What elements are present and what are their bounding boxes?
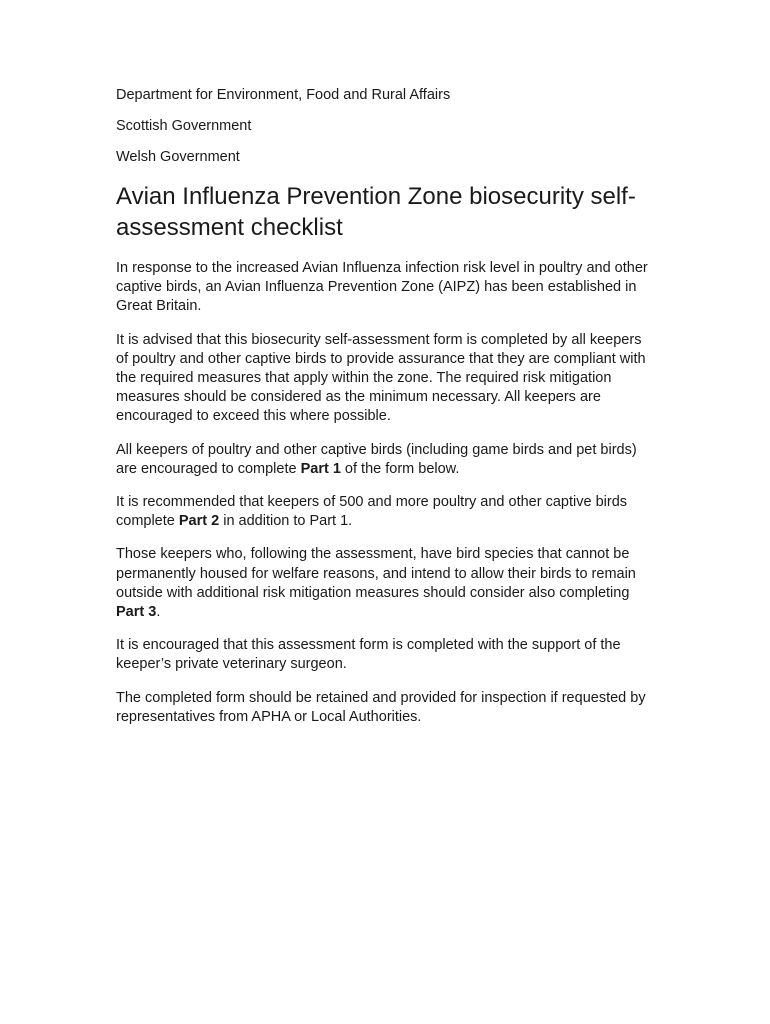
- page-title: Avian Influenza Prevention Zone biosecurity self-assessment checklist: [116, 183, 636, 241]
- paragraph-part1: [116, 441, 656, 479]
- paragraph-part2-tail: in addition to Part 1.: [219, 513, 353, 530]
- paragraph-part2: [116, 493, 656, 531]
- part-1-label: Part 1: [300, 460, 341, 477]
- paragraph-vet-support: It is encouraged that this assessment form is completed with the support of the keeper’s private veterinary surgeon.: [116, 637, 621, 673]
- paragraph-part3: [116, 545, 656, 622]
- paragraph-part2-text: It is recommended that keepers of 500 and more poultry and other captive birds complete: [116, 494, 628, 530]
- part-2-label: Part 2: [178, 513, 220, 530]
- org-defra: Department for Environment, Food and Rural Affairs: [116, 87, 451, 103]
- org-scottish-government: Scottish Government: [116, 118, 252, 134]
- paragraph-retention: The completed form should be retained and provided for inspection if requested by representatives from APHA or Local Authorities.: [116, 689, 646, 725]
- paragraph-part3-tail: .: [156, 604, 161, 621]
- part-3-label: Part 3: [116, 604, 157, 621]
- paragraph-part1-tail: of the form below.: [340, 460, 460, 477]
- paragraph-advice: It is advised that this biosecurity self-assessment form is completed by all keepers of poultry and other captive birds to provide assurance that they are compliant with the required measures that apply within the zone. The required risk mitigation measures should be considered as the minimum necessary. All keepers are encouraged to exceed this where possible.: [116, 331, 646, 425]
- document-page: [116, 86, 656, 741]
- paragraph-part1-text: All keepers of poultry and other captive birds (including game birds and pet birds) are encouraged to complete: [116, 441, 637, 477]
- org-welsh-government: Welsh Government: [116, 149, 240, 165]
- paragraph-part3-text: Those keepers who, following the assessment, have bird species that cannot be permanently housed for welfare reasons, and intend to allow their birds to remain outside with additional risk mitigation measures should consider also completing: [116, 546, 636, 601]
- paragraph-intro: In response to the increased Avian Influenza infection risk level in poultry and other captive birds, an Avian Influenza Prevention Zone (AIPZ) has been established in Great Britain.: [116, 260, 648, 315]
